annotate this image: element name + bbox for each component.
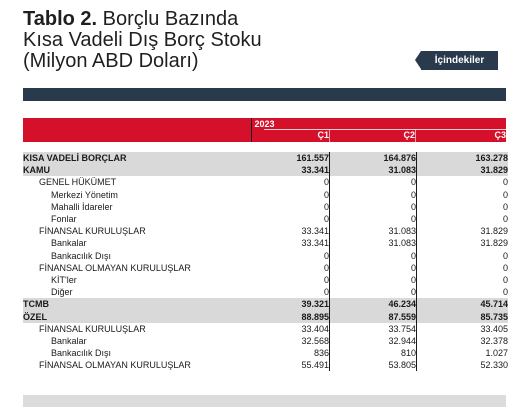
cell-value-q2: 53.805: [330, 359, 417, 371]
cell-value-q2: 31.083: [330, 237, 417, 249]
row-label: Bankacılık Dışı: [51, 348, 112, 359]
cell-value-q2: 0: [330, 250, 417, 262]
cell-value-q2: 810: [330, 347, 417, 359]
arrow-left-icon: [415, 51, 421, 69]
table-row: [23, 201, 508, 213]
title-line-1: [23, 9, 262, 30]
table-row: [23, 213, 508, 225]
cell-value-q3: 0: [502, 201, 508, 212]
cell-value-q1: 0: [241, 201, 330, 213]
row-label: Merkezi Yönetim: [51, 189, 118, 200]
cell-value-q1: 0: [241, 286, 330, 298]
cell-value-q2: 46.234: [330, 298, 417, 310]
cell-value-q1: 0: [241, 274, 330, 286]
cell-value-q2: 0: [330, 262, 417, 274]
table-row: [23, 286, 508, 298]
cell-value-q2: 0: [330, 176, 417, 188]
cell-value-q3: 0: [502, 250, 508, 261]
row-label: Diğer: [51, 287, 73, 298]
page-title: [23, 9, 262, 72]
table-header: [23, 118, 506, 142]
cell-value-q2: 33.754: [330, 323, 417, 335]
cell-value-q3: 31.829: [480, 226, 508, 237]
table-row: [23, 310, 508, 322]
row-label: ÖZEL: [23, 310, 241, 322]
cell-value-q1: 161.557: [241, 152, 330, 164]
table-row: [23, 225, 508, 237]
table-row: [23, 164, 508, 176]
year-header: 2023: [254, 119, 275, 129]
cell-value-q3: 0: [502, 274, 508, 285]
cell-value-q3: 31.829: [417, 164, 509, 176]
table-number: Tablo 2.: [23, 8, 98, 30]
row-label: FİNANSAL KURULUŞLAR: [39, 323, 146, 334]
cell-value-q1: 0: [241, 262, 330, 274]
row-label: KİT'ler: [51, 274, 77, 285]
row-label: FİNANSAL OLMAYAN KURULUŞLAR: [39, 360, 191, 371]
cell-value-q3: 32.378: [480, 335, 508, 346]
cell-value-q2: 31.083: [330, 225, 417, 237]
top-divider-bar: [23, 88, 506, 101]
cell-value-q1: 33.341: [241, 237, 330, 249]
cell-value-q1: 33.341: [241, 225, 330, 237]
title-line-3: (Milyon ABD Doları): [23, 50, 199, 72]
table-row: [23, 262, 508, 274]
row-label: KAMU: [23, 164, 241, 176]
cell-value-q1: 0: [241, 213, 330, 225]
cell-value-q1: 88.895: [241, 310, 330, 322]
table-row: [23, 359, 508, 371]
cell-value-q1: 39.321: [241, 298, 330, 310]
cell-value-q3: 31.829: [480, 238, 508, 249]
cell-value-q1: 0: [241, 250, 330, 262]
cell-value-q1: 836: [241, 347, 330, 359]
cell-value-q2: 31.083: [330, 164, 417, 176]
row-label: Fonlar: [51, 214, 77, 225]
table-of-contents-label: İçindekiler: [434, 55, 485, 66]
table-row: [23, 237, 508, 249]
row-label: Bankacılık Dışı: [51, 250, 112, 261]
row-label: Bankalar: [51, 335, 87, 346]
title-line-2: Kısa Vadeli Dış Borç Stoku: [23, 29, 262, 51]
column-header-q3: Ç3: [494, 130, 506, 140]
cell-value-q2: 0: [330, 201, 417, 213]
column-divider: [415, 130, 416, 142]
row-label: TCMB: [23, 298, 241, 310]
cell-value-q3: 33.405: [480, 323, 508, 334]
cell-value-q2: 87.559: [330, 310, 417, 322]
column-header-q2: Ç2: [403, 130, 415, 140]
cell-value-q2: 32.944: [330, 335, 417, 347]
cell-value-q3: 0: [502, 262, 508, 273]
row-label: Mahalli İdareler: [51, 201, 113, 212]
table-of-contents-button[interactable]: [421, 51, 498, 70]
bottom-bar: [23, 395, 506, 407]
cell-value-q1: 0: [241, 176, 330, 188]
title-text: Borçlu Bazında: [97, 8, 239, 30]
column-header-q1: Ç1: [317, 130, 329, 140]
debt-table: [23, 152, 508, 371]
cell-value-q3: 163.278: [417, 152, 509, 164]
cell-value-q3: 0: [502, 177, 508, 188]
table-row: [23, 250, 508, 262]
table-row: [23, 347, 508, 359]
cell-value-q2: 0: [330, 189, 417, 201]
cell-value-q1: 32.568: [241, 335, 330, 347]
cell-value-q3: 0: [502, 214, 508, 225]
table-row: [23, 298, 508, 310]
cell-value-q3: 0: [502, 189, 508, 200]
cell-value-q3: 52.330: [480, 360, 508, 371]
cell-value-q2: 0: [330, 286, 417, 298]
table-row: [23, 152, 508, 164]
cell-value-q1: 0: [241, 189, 330, 201]
table-row: [23, 274, 508, 286]
cell-value-q2: 0: [330, 274, 417, 286]
table-row: [23, 189, 508, 201]
cell-value-q3: 0: [502, 287, 508, 298]
cell-value-q3: 1.027: [485, 348, 508, 359]
cell-value-q2: 164.876: [330, 152, 417, 164]
row-label: FİNANSAL KURULUŞLAR: [39, 226, 146, 237]
row-label: FİNANSAL OLMAYAN KURULUŞLAR: [39, 262, 191, 273]
cell-value-q1: 33.404: [241, 323, 330, 335]
row-label: Bankalar: [51, 238, 87, 249]
cell-value-q1: 55.491: [241, 359, 330, 371]
column-divider: [329, 130, 330, 142]
cell-value-q3: 45.714: [417, 298, 509, 310]
table-row: [23, 176, 508, 188]
row-label: KISA VADELİ BORÇLAR: [23, 152, 241, 164]
cell-value-q2: 0: [330, 213, 417, 225]
table-row: [23, 335, 508, 347]
table-row: [23, 323, 508, 335]
cell-value-q3: 85.735: [417, 310, 509, 322]
row-label: GENEL HÜKÜMET: [39, 177, 117, 188]
cell-value-q1: 33.341: [241, 164, 330, 176]
